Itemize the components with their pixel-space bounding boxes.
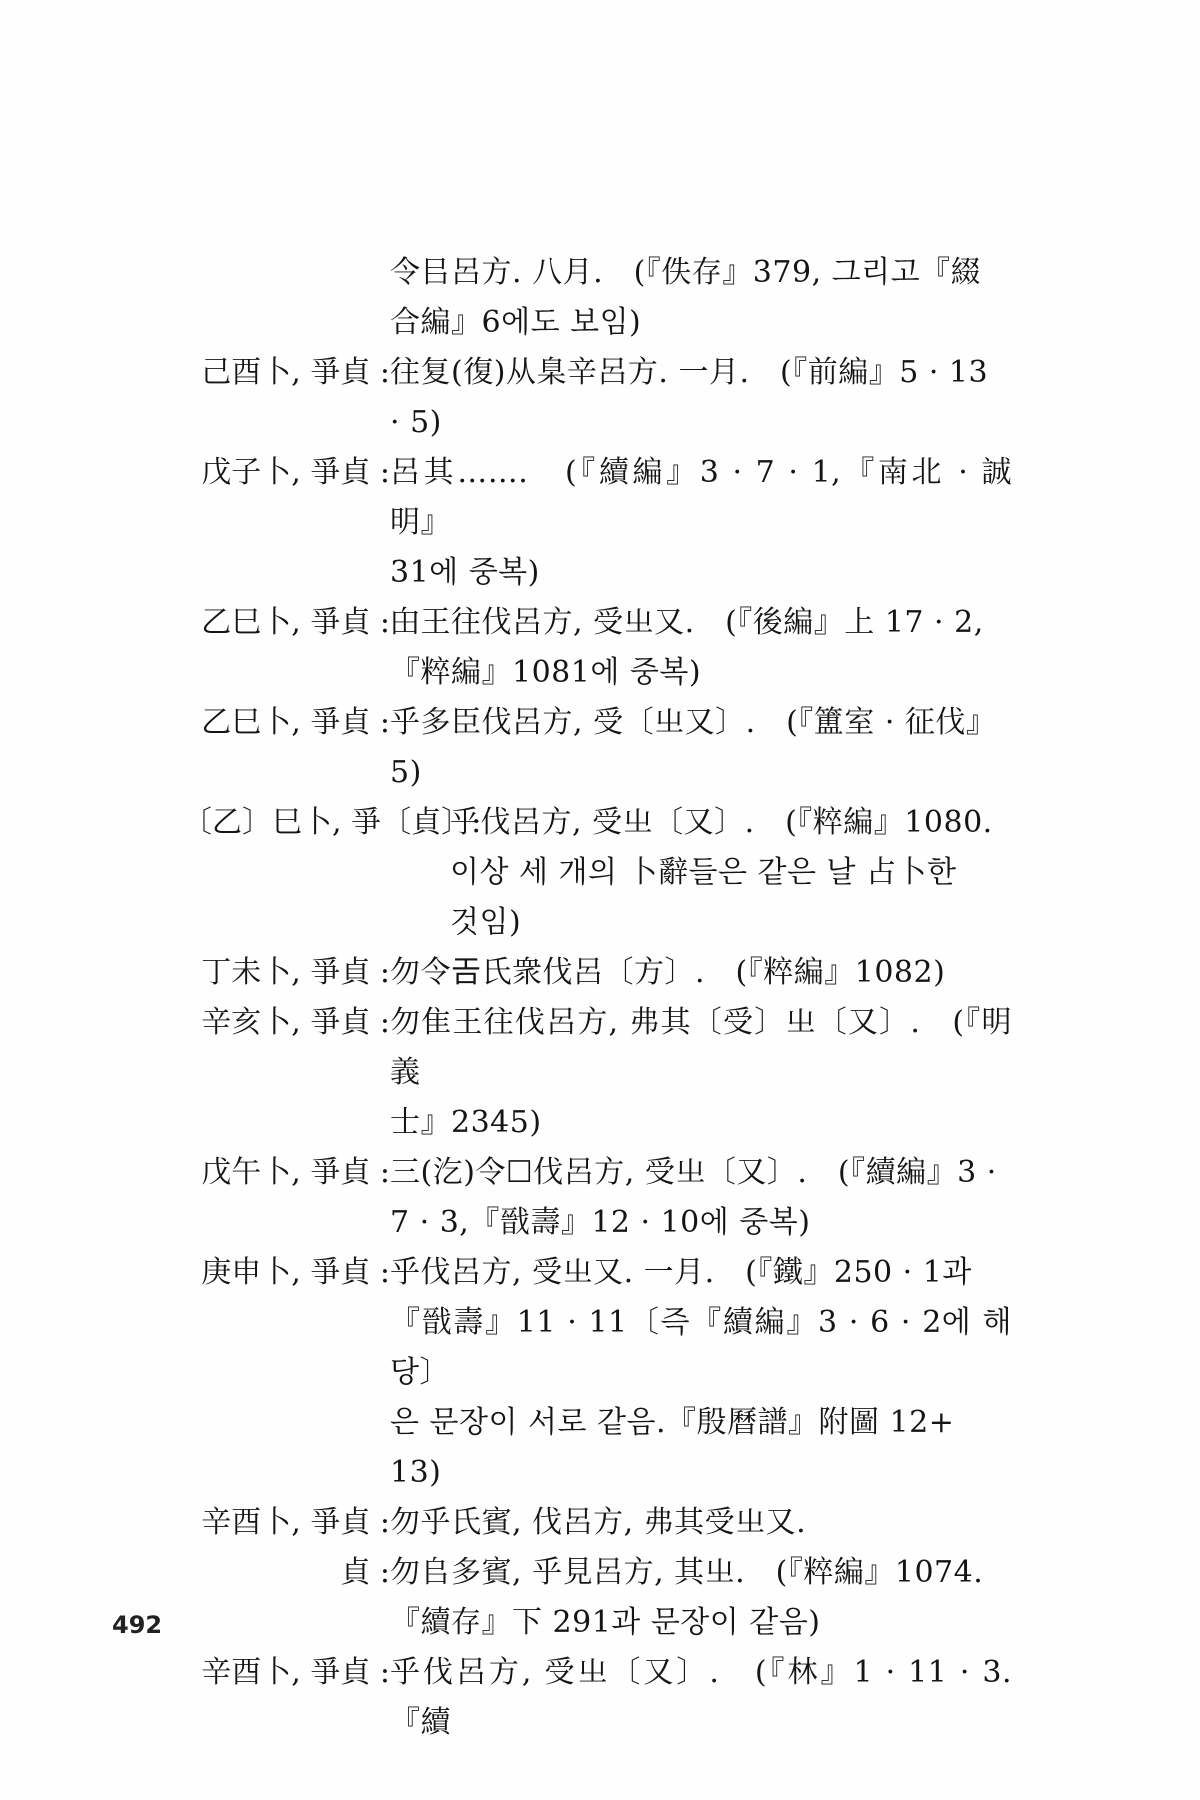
- inscription-entry-5: [182, 698, 1012, 798]
- entry-text: 勿乎氏賓, 伐呂方, 弗其受㞢又.: [390, 1505, 807, 1540]
- entry-text: 勿𠂤多賓, 乎見呂方, 其㞢. (『粹編』1074. 『續存』下 291과 문장이 같음): [390, 1555, 984, 1640]
- page-number: 492: [112, 1611, 163, 1639]
- inscription-entry-2: [182, 348, 1012, 448]
- entry-prefix: 戊午卜, 爭貞 :: [201, 1155, 390, 1190]
- inscription-entry-7: [182, 948, 1012, 998]
- inscription-entry-1: [182, 248, 1012, 348]
- entry-prefix: 戊子卜, 爭貞 :: [201, 455, 390, 490]
- entry-prefix: 辛亥卜, 爭貞 :: [201, 1005, 390, 1040]
- inscription-entry-6: [182, 798, 1012, 948]
- entry-text: 勿隹王往伐呂方, 弗其〔受〕㞢〔又〕. (『明義 士』2345): [390, 1005, 1012, 1140]
- entry-prefix: 己酉卜, 爭貞 :: [201, 355, 390, 390]
- entry-prefix: 庚申卜, 爭貞 :: [201, 1255, 390, 1290]
- entry-text: 乎多臣伐呂方, 受〔㞢又〕. (『簠室 · 征伐』 5): [390, 705, 997, 790]
- entry-prefix: 乙巳卜, 爭貞 :: [201, 705, 390, 740]
- entry-text: 乎伐呂方, 受㞢〔又〕. (『林』1 · 11 · 3.『續: [390, 1655, 1012, 1740]
- entry-text: 勿令𢀛氏衆伐呂〔方〕. (『粹編』1082): [390, 955, 946, 990]
- entry-prefix: 丁未卜, 爭貞 :: [201, 955, 390, 990]
- inscription-entry-3: [182, 448, 1012, 598]
- entry-text: 令㠯呂方. 八月. (『佚存』379, 그리고『綴 合編』6에도 보임): [390, 255, 982, 340]
- entry-text: 甶王往伐呂方, 受㞢又. (『後編』上 17 · 2, 『粹編』1081에 중복): [390, 605, 984, 690]
- entry-prefix: 辛酉卜, 爭貞 :: [201, 1505, 390, 1540]
- entry-text: 乎伐呂方, 受㞢〔又〕. (『粹編』1080. 이상 세 개의 卜辭들은 같은 날 占卜한 것임): [450, 805, 993, 940]
- inscription-entry-10: [182, 1248, 1012, 1498]
- entry-text: 往复(復)从臬辛呂方. 一月. (『前編』5 · 13 · 5): [390, 355, 989, 440]
- inscription-entry-8: [182, 998, 1012, 1148]
- inscription-entry-9: [182, 1148, 1012, 1248]
- inscription-entry-13: [182, 1648, 1012, 1748]
- entry-prefix: 辛酉卜, 爭貞 :: [201, 1655, 390, 1690]
- entry-text: 呂其……. (『續編』3 · 7 · 1,『南北 · 誠明』 31에 중복): [390, 455, 1012, 590]
- entry-prefix: 乙巳卜, 爭貞 :: [201, 605, 390, 640]
- entry-text: 乎伐呂方, 受㞢又. 一月. (『鐵』250 · 1과 『戩壽』11 · 11〔즉『續編』3 · 6 · 2에 해당〕 은 문장이 서로 같음.『殷曆譜』附圖 12+ 13): [390, 1255, 1012, 1490]
- oracle-bone-inscription-list: [182, 248, 1012, 1748]
- inscription-entry-4: [182, 598, 1012, 698]
- entry-prefix: 〔乙〕巳卜, 爭〔貞〕:: [182, 805, 482, 840]
- entry-prefix: 貞 :: [340, 1555, 390, 1590]
- inscription-entry-12: [182, 1548, 1012, 1648]
- entry-text: 三(汔)令☐伐呂方, 受㞢〔又〕. (『續編』3 · 7 · 3,『戩壽』12 · 10에 중복): [390, 1155, 997, 1240]
- inscription-entry-11: [182, 1498, 1012, 1548]
